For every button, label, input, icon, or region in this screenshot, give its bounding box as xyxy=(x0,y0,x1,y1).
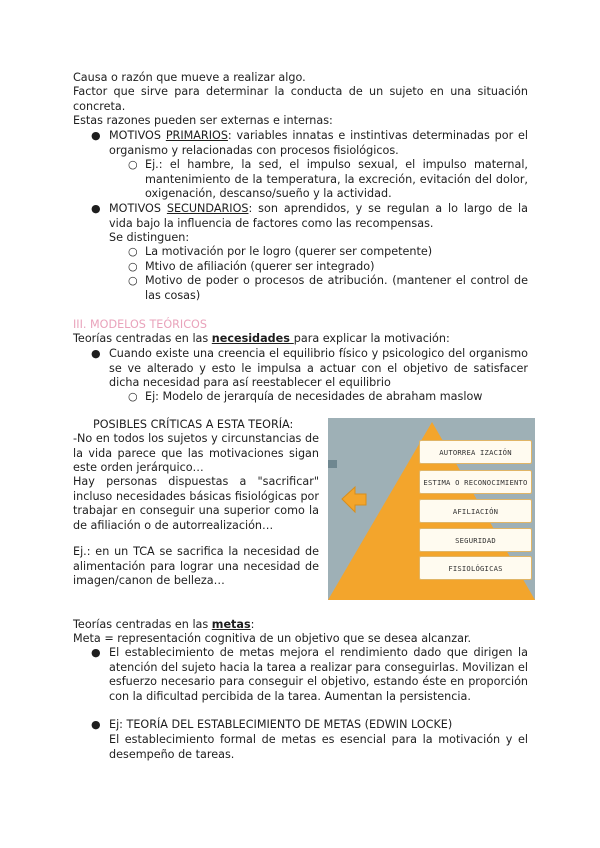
bullet-dot: ● xyxy=(91,347,101,360)
maslow-example: Ej: Modelo de jerarquía de necesidades de abraham maslow xyxy=(145,390,483,403)
motivos-secundarios: MOTIVOS SECUNDARIOS: son aprendidos, y se regulan a lo largo de la vida bajo la influencia de factores como las recompensas. xyxy=(109,202,528,230)
pyramid-level: AUTORREA IZACIÓN xyxy=(419,440,532,464)
bullet-circle: ○ xyxy=(128,158,138,171)
metas-bullet-1: El establecimiento de metas mejora el rendimiento dado que dirigen la atención del sujeto hacia la tarea a realizar para conseguirlas. Movilizan el esfuerzo necesario para conseguir el objetivo, estando éste en proporción con la dificultad percibida de la tarea. Aumentan la persistencia. xyxy=(109,646,528,703)
secundario-item: Mtivo de afiliación (querer ser integrado) xyxy=(145,260,375,273)
se-distinguen: Se distinguen: xyxy=(109,231,190,244)
pyramid-level: ESTIMA O RECONOCIMIENTO xyxy=(419,470,532,494)
criticas-p3: Ej.: en un TCA se sacrifica la necesidad de alimentación para lograr una necesidad de imagen/canon de belleza… xyxy=(73,545,319,588)
criticas-p1: -No en todos los sujetos y circunstancias de la vida parece que las motivaciones sigan este orden jerárquico… xyxy=(73,432,319,475)
maslow-pyramid-figure xyxy=(328,418,535,600)
primarios-example: Ej.: el hambre, la sed, el impulso sexual, el impulso maternal, mantenimiento de la temperatura, la excreción, evitación del dolor, oxigenación, descanso/sueño y la actividad. xyxy=(145,158,528,201)
metas-keyword: metas xyxy=(211,618,251,631)
left-arrow-icon xyxy=(342,487,366,512)
secundario-item: La motivación por le logro (querer ser competente) xyxy=(145,245,433,258)
secundarios-keyword: SECUNDARIOS xyxy=(166,202,249,215)
bullet-circle: ○ xyxy=(128,390,138,403)
locke-text: El establecimiento formal de metas es esencial para la motivación y el desempeño de tareas. xyxy=(109,733,528,761)
side-marker xyxy=(328,460,337,468)
bullet-circle: ○ xyxy=(128,274,138,287)
secundario-item: Motivo de poder o procesos de atribución. (mantener el control de las cosas) xyxy=(145,274,528,302)
motivos-primarios: MOTIVOS PRIMARIOS: variables innatas e instintivas determinadas por el organismo y relacionadas con procesos fisiológicos. xyxy=(109,129,528,157)
section-heading: III. MODELOS TEÓRICOS xyxy=(73,318,207,331)
criticas-p2: Hay personas dispuestas a "sacrificar" incluso necesidades básicas fisiológicas por trabajar en conseguir una superior como la de afiliación o de autorrealización… xyxy=(73,475,319,532)
pyramid-level: FISIOLÓGICAS xyxy=(419,556,532,580)
criticas-title: POSIBLES CRÍTICAS A ESTA TEORÍA: xyxy=(93,418,294,431)
bullet-dot: ● xyxy=(91,718,101,731)
intro-line-2: Factor que sirve para determinar la conducta de un sujeto en una situación concreta. xyxy=(73,85,528,113)
bullet-dot: ● xyxy=(91,202,101,215)
intro-line-1: Causa o razón que mueve a realizar algo. xyxy=(73,71,306,84)
pyramid-level: SEGURIDAD xyxy=(419,528,532,552)
bullet-circle: ○ xyxy=(128,245,138,258)
necesidades-keyword: necesidades xyxy=(211,332,294,345)
necesidades-intro: Teorías centradas en las necesidades para explicar la motivación: xyxy=(73,332,450,345)
intro-line-3: Estas razones pueden ser externas e internas: xyxy=(73,114,333,127)
locke-title: Ej: TEORÍA DEL ESTABLECIMIENTO DE METAS (EDWIN LOCKE) xyxy=(109,718,453,731)
meta-definition: Meta = representación cognitiva de un objetivo que se desea alcanzar. xyxy=(73,632,472,645)
primarios-keyword: PRIMARIOS xyxy=(165,129,228,142)
pyramid-level: AFILIACIÓN xyxy=(419,499,532,523)
bullet-circle: ○ xyxy=(128,260,138,273)
necesidades-bullet: Cuando existe una creencia el equilibrio físico y psicologico del organismo se ve alterado y esto le impulsa a actuar con el objetivo de satisfacer dicha necesidad para así reestablecer el equilibrio xyxy=(109,347,528,390)
bullet-dot: ● xyxy=(91,646,101,659)
bullet-dot: ● xyxy=(91,129,101,142)
metas-intro: Teorías centradas en las metas: xyxy=(73,618,255,631)
